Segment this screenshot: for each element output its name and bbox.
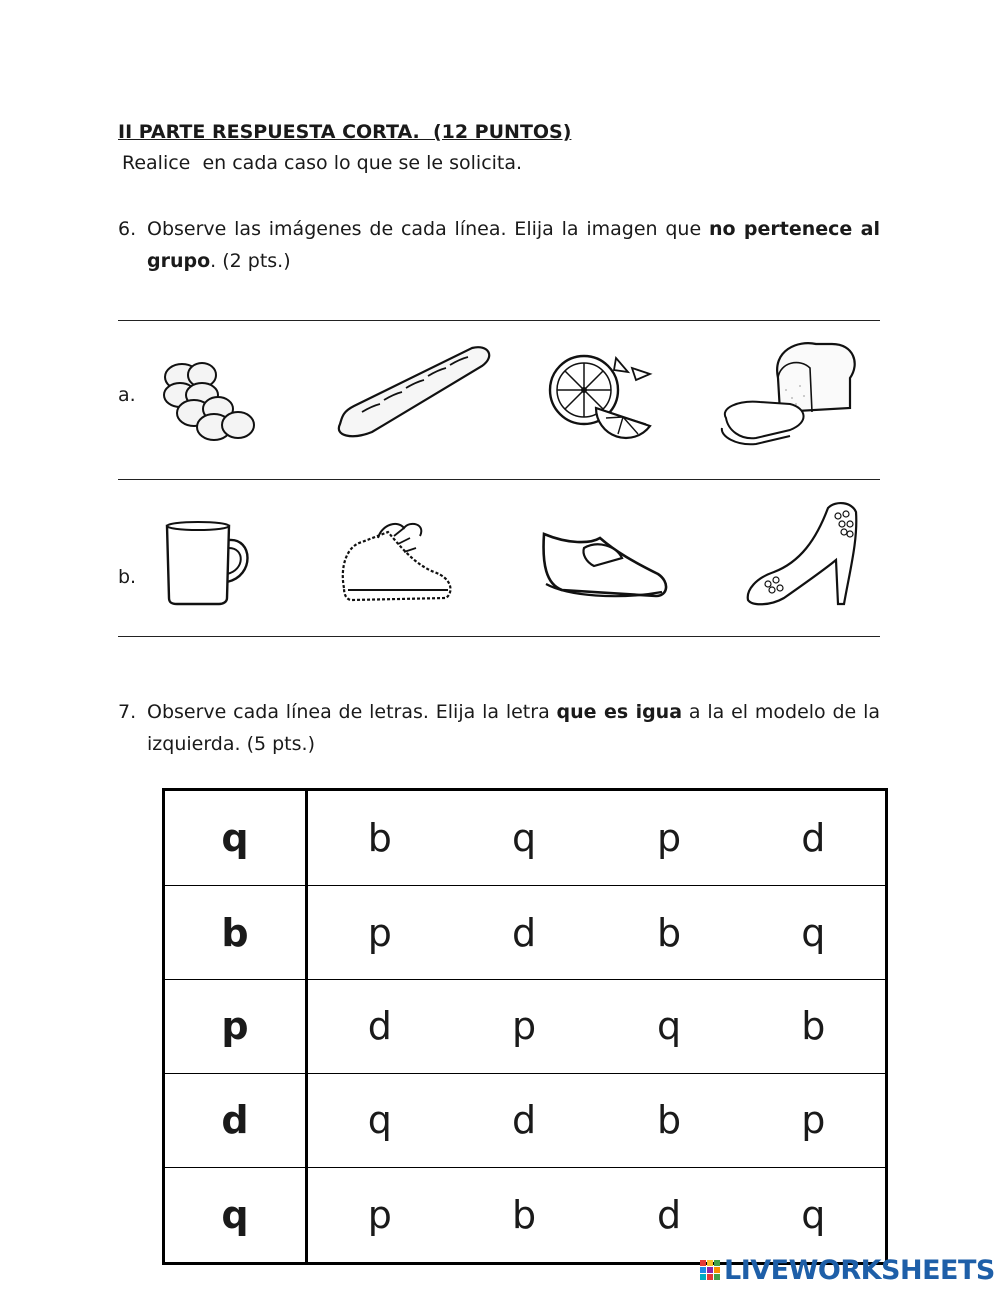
- logo-square: [707, 1274, 713, 1280]
- logo-squares-icon: [700, 1260, 720, 1280]
- logo-square: [700, 1260, 706, 1266]
- letter-option[interactable]: b: [307, 790, 452, 886]
- letter-option[interactable]: q: [742, 886, 887, 980]
- braided-bread-icon[interactable]: [158, 355, 258, 447]
- model-letter: p: [164, 980, 307, 1074]
- letter-option[interactable]: d: [452, 886, 597, 980]
- question-text-part: . (2 pts.): [210, 250, 291, 272]
- letter-option[interactable]: b: [597, 886, 742, 980]
- question-emphasis: no pertenece al grupo: [147, 218, 881, 272]
- letter-row: [164, 886, 887, 980]
- model-letter: b: [164, 886, 307, 980]
- question-6: [118, 213, 880, 277]
- high-heel-icon[interactable]: [744, 500, 862, 614]
- question-text: [147, 696, 880, 760]
- letter-option[interactable]: q: [307, 1073, 452, 1167]
- letter-option[interactable]: p: [597, 790, 742, 886]
- logo-square: [700, 1274, 706, 1280]
- letter-row: [164, 790, 887, 886]
- letter-option[interactable]: d: [656, 1192, 682, 1237]
- brand-name: LIVEWORKSHEETS: [724, 1254, 995, 1286]
- logo-square: [714, 1267, 720, 1273]
- divider-line: [118, 479, 880, 480]
- letter-option[interactable]: b: [511, 1192, 537, 1237]
- divider-line: [118, 636, 880, 637]
- model-letter: d: [164, 1073, 307, 1167]
- logo-square: [700, 1267, 706, 1273]
- model-letter: q: [164, 1167, 307, 1263]
- letter-row: [164, 1167, 887, 1263]
- letter-option[interactable]: b: [597, 1073, 742, 1167]
- letter-option[interactable]: b: [742, 980, 887, 1074]
- question-text: [147, 213, 880, 277]
- model-letter: q: [164, 790, 307, 886]
- section-instruction: Realice en cada caso lo que se le solicita.: [122, 152, 523, 174]
- baguette-icon[interactable]: [332, 344, 494, 446]
- letter-option[interactable]: d: [307, 980, 452, 1074]
- divider-line: [118, 320, 880, 321]
- sliced-bread-loaf-icon[interactable]: [720, 338, 860, 452]
- row-label-b: b.: [118, 566, 137, 588]
- letter-option[interactable]: d: [742, 790, 887, 886]
- letter-row: [164, 980, 887, 1074]
- logo-square: [714, 1260, 720, 1266]
- row-label-a: a.: [118, 384, 136, 406]
- question-7: [118, 696, 880, 760]
- question-text-part: Observe las imágenes de cada línea. Elija la imagen que: [147, 218, 709, 240]
- letter-row: [164, 1073, 887, 1167]
- loafer-icon[interactable]: [538, 524, 670, 606]
- letter-matching-table: [162, 788, 888, 1265]
- liveworksheets-logo: [700, 1255, 995, 1285]
- letter-option[interactable]: p: [452, 980, 597, 1074]
- logo-square: [707, 1267, 713, 1273]
- question-emphasis: que es igua: [556, 701, 683, 723]
- question-text-part: Observe cada línea de letras. Elija la letra: [147, 701, 557, 723]
- letter-option[interactable]: q: [597, 980, 742, 1074]
- letter-option[interactable]: p: [742, 1073, 887, 1167]
- logo-square: [714, 1274, 720, 1280]
- letter-option[interactable]: q: [801, 1192, 826, 1237]
- section-title: II PARTE RESPUESTA CORTA. (12 PUNTOS): [118, 121, 572, 143]
- orange-slices-icon[interactable]: [546, 350, 658, 444]
- letter-option[interactable]: p: [307, 886, 452, 980]
- question-text-part: a la el modelo de la izquierda. (5 pts.): [147, 701, 880, 755]
- baby-shoe-icon[interactable]: [338, 518, 456, 608]
- logo-square: [707, 1260, 713, 1266]
- question-number: 6.: [118, 218, 137, 240]
- letter-option[interactable]: q: [452, 790, 597, 886]
- letter-option[interactable]: d: [452, 1073, 597, 1167]
- question-number: 7.: [118, 701, 137, 723]
- mug-icon[interactable]: [163, 520, 255, 610]
- letter-option[interactable]: p: [367, 1192, 392, 1237]
